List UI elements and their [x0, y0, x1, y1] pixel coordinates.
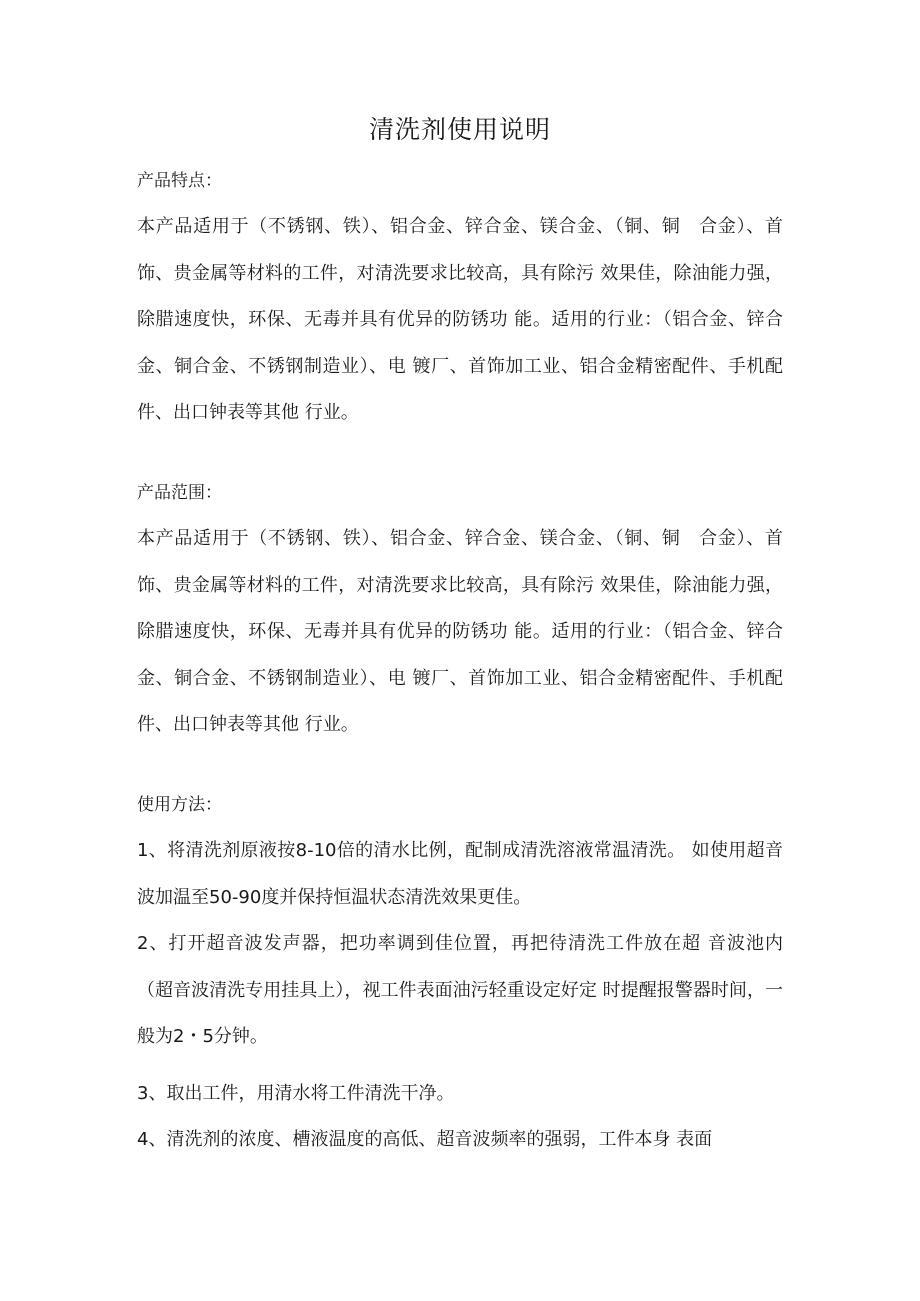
step-number: 3 — [137, 1082, 149, 1104]
section-heading-scope: 产品范围： — [137, 483, 222, 503]
step-number: 1 — [137, 840, 149, 861]
section-heading-usage: 使用方法： — [137, 795, 222, 815]
usage-step-1 — [137, 828, 783, 921]
section-body-scope: 本产品适用于（不锈钢、铁）、铝合金、锌合金、镁合金、（铜、铜 合金）、首饰、贵金属等材料的工件，对清洗要求比较高，具有除污 效果佳，除油能力强，除腊速度快，环保、无毒并具有优异的防锈功 能。适用的行业：（铝合金、锌合金、铜合金、不锈钢制造业）、电 镀厂、首饰加工业、铝合金精密配件、手机配件、出口钟表等其他 行业。 — [137, 528, 783, 735]
document-title: 清洗剂使用说明 — [368, 115, 551, 144]
spacer — [137, 1061, 783, 1071]
usage-step-3 — [137, 1071, 783, 1118]
step-value: 50-90 — [209, 886, 262, 908]
usage-step-4 — [137, 1117, 783, 1164]
section-product-scope — [137, 470, 783, 749]
usage-step-2 — [137, 921, 783, 1061]
section-body-features: 本产品适用于（不锈钢、铁）、铝合金、锌合金、镁合金、（铜、铜 合金）、首饰、贵金属等材料的工件，对清洗要求比较高，具有除污 效果佳，除油能力强，除腊速度快，环保、无毒并具有优异的防锈功 能。适用的行业：（铝合金、锌合金、铜合金、不锈钢制造业）、电 镀厂、首饰加工业、铝合金精密配件、手机配件、出口钟表等其他 行业。 — [137, 216, 783, 423]
section-product-features — [137, 158, 783, 437]
step-number: 2 — [137, 933, 149, 954]
step-value: 8-10 — [295, 840, 337, 861]
section-usage-method — [137, 782, 783, 1164]
step-text: 分钟。 — [213, 1026, 268, 1047]
step-text: 、打开超音波发声器，把功率调到佳位置，再把待清洗工件放在超 音波池内（超音波清洗专用挂具上），视工件表面油污轻重设定好定 时提醒报警器时间，一般为 — [137, 933, 783, 1047]
step-value: 2・5 — [173, 1026, 214, 1047]
step-text: 度并保持恒温状态清洗效果更佳。 — [261, 886, 532, 908]
step-text: 、将清洗剂原液按 — [148, 840, 296, 861]
step-number: 4 — [137, 1129, 149, 1150]
step-text: 、取出工件，用清水将工件清洗干净。 — [148, 1082, 455, 1104]
section-heading-features: 产品特点： — [137, 171, 222, 191]
step-text: 、清洗剂的浓度、槽液温度的高低、超音波频率的强弱，工件本身 表面 — [148, 1129, 713, 1150]
step-text: 倍的清水比例，配制成清洗溶液常温清洗。 如使用超音波加温至 — [137, 840, 783, 908]
